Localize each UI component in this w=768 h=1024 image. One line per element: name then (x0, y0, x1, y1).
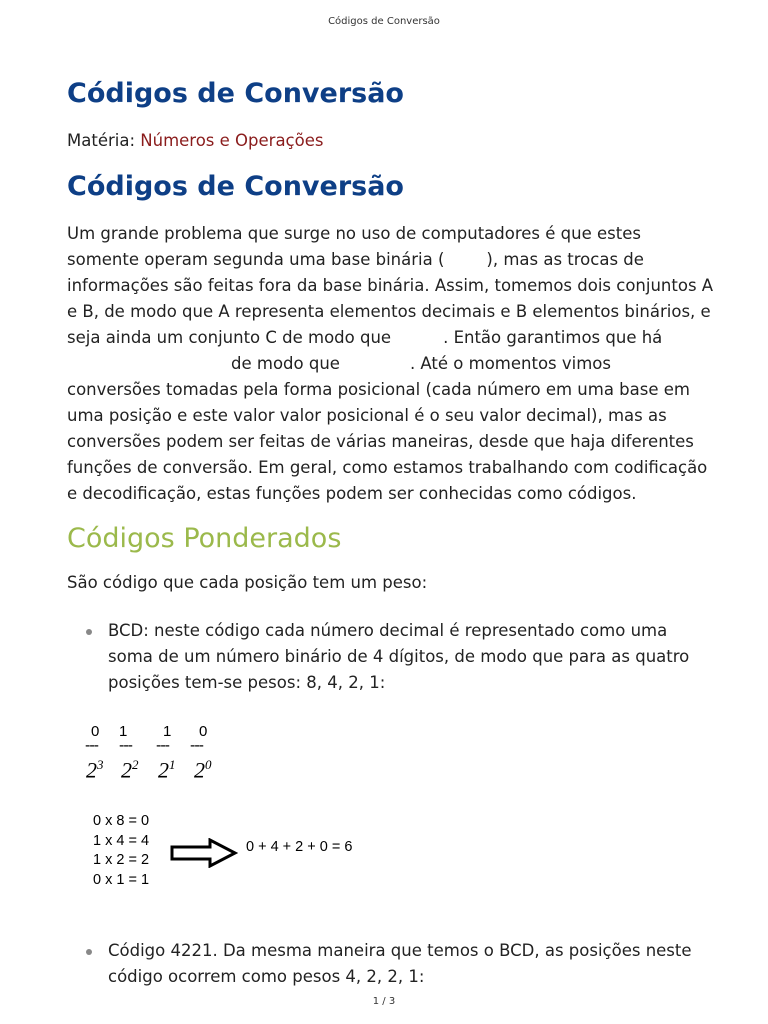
list-item-line: soma de um número binário de 4 dígitos, de modo que para as quatro (108, 647, 690, 666)
paragraph-line (67, 351, 707, 377)
paragraph-line: informações são feitas fora da base binária. Assim, tomemos dois conjuntos A (67, 276, 714, 295)
paragraph-line: e decodificação, estas funções podem ser conhecidas como códigos. (67, 484, 637, 503)
running-header: Códigos de Conversão (328, 16, 440, 27)
paragraph-line (67, 325, 707, 351)
lead-text: São código que cada posição tem um peso: (67, 573, 428, 592)
subject-label: Matéria: (67, 131, 136, 150)
subject-line (67, 131, 323, 150)
bullet-dot-icon (86, 949, 92, 955)
paragraph-line: uma posição e este valor valor posicional é o seu valor decimal), mas as (67, 406, 667, 425)
bit-digit: 1 (163, 723, 172, 740)
text-fragment: somente operam segunda uma base binária ( (67, 250, 445, 269)
bit-dash: --- (156, 737, 169, 754)
paragraph-line: conversões tomadas pela forma posicional (cada número em uma base em (67, 380, 690, 399)
product-row: 1 x 2 = 2 (93, 852, 150, 868)
bullet-dot-icon (86, 629, 92, 635)
bcd-sum-result: 0 + 4 + 2 + 0 = 6 (246, 839, 353, 855)
power-of-two: $2^1$ (158, 757, 176, 783)
text-fragment: de modo que (231, 354, 340, 373)
product-row: 0 x 1 = 1 (93, 871, 150, 888)
power-of-two: $2^0$ (194, 757, 212, 783)
product-row: 1 x 4 = 4 (93, 832, 150, 849)
page-indicator: 1 / 3 (372, 996, 396, 1007)
paragraph-line: funções de conversão. Em geral, como estamos trabalhando com codificação (67, 458, 708, 477)
paragraph-line: e B, de modo que A representa elementos decimais e B elementos binários, e (67, 302, 711, 321)
bcd-weights-figure (83, 723, 223, 793)
paragraph-line (67, 247, 707, 273)
paragraph-line: conversões podem ser feitas de várias maneiras, desde que haja diferentes (67, 432, 694, 451)
bit-digit: 0 (91, 723, 100, 740)
list-item-bcd (87, 618, 707, 696)
power-of-two: $2^2$ (121, 757, 139, 783)
bcd-products-list (93, 812, 149, 890)
subject-link[interactable]: Números e Operações (140, 131, 324, 150)
list-item-line: BCD: neste código cada número decimal é representado como uma (108, 621, 668, 640)
text-fragment: . Até o momentos vimos (409, 354, 611, 373)
power-of-two: $2^3$ (86, 757, 104, 783)
section-title: Códigos de Conversão (67, 171, 404, 202)
list-item-line: Código 4221. Da mesma maneira que temos o BCD, as posições neste (108, 941, 692, 960)
bit-dash: --- (119, 737, 132, 754)
bit-dash: --- (85, 737, 98, 754)
text-fragment: ), mas as trocas de (486, 250, 644, 269)
text-fragment: seja ainda um conjunto C de modo que (67, 328, 392, 347)
paragraph-line: Um grande problema que surge no uso de computadores é que estes (67, 224, 641, 243)
article-title: Códigos de Conversão (67, 78, 404, 109)
product-row: 0 x 8 = 0 (93, 813, 150, 829)
list-item-line: código ocorrem como pesos 4, 2, 2, 1: (108, 967, 425, 986)
bit-dash: --- (190, 737, 203, 754)
bit-digit: 1 (119, 723, 128, 740)
list-item-line: posições tem-se pesos: 8, 4, 2, 1: (108, 673, 386, 692)
text-fragment: . Então garantimos que há (443, 328, 663, 347)
intro-paragraph (67, 221, 714, 507)
bit-digit: 0 (199, 723, 208, 740)
subsection-title: Códigos Ponderados (67, 523, 342, 554)
right-arrow-outline-icon (170, 838, 238, 868)
list-item-4221 (87, 938, 707, 990)
